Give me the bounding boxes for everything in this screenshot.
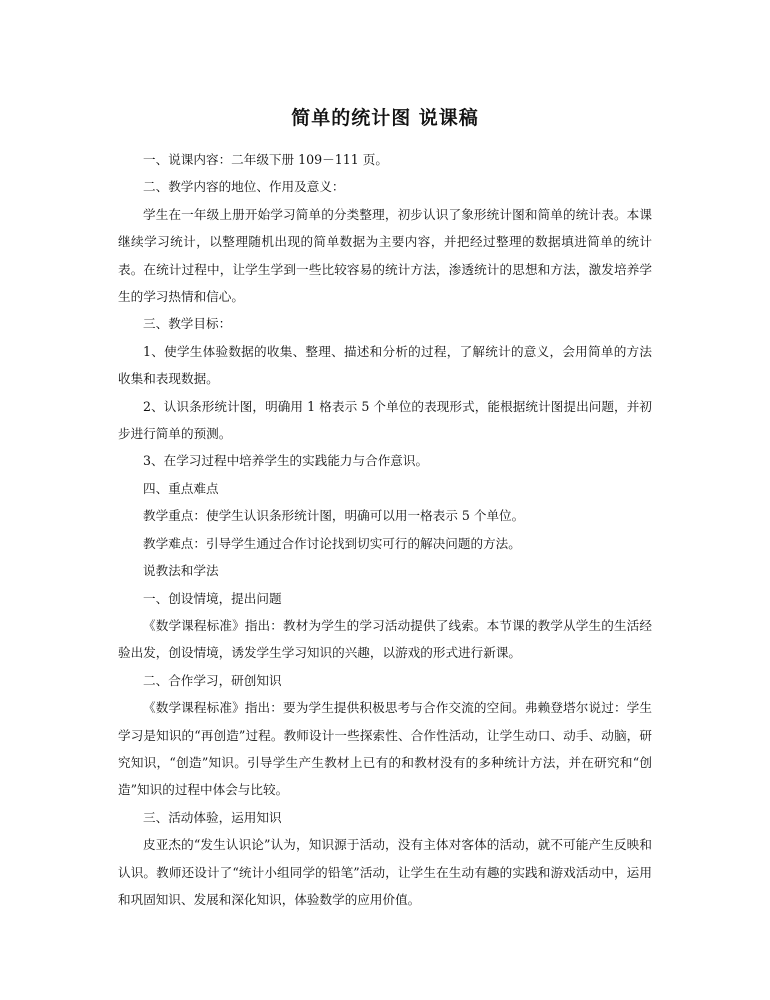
paragraph: 教学难点：引导学生通过合作讨论找到切实可行的解决问题的方法。 <box>143 535 521 551</box>
paragraph: 2、认识条形统计图，明确用 1 格表示 5 个单位的表现形式，能根据统计图提出问题，并初步进行简单的预测。 <box>118 398 652 442</box>
paragraph: 1、使学生体验数据的收集、整理、描述和分析的过程，了解统计的意义，会用简单的方法收集和表现数据。 <box>118 343 652 387</box>
paragraph: 皮亚杰的“发生认识论”认为，知识源于活动，没有主体对客体的活动，就不可能产生反映和认识。教师还设计了“统计小组同学的铅笔”活动，让学生在生动有趣的实践和游戏活动中，运用和巩固知识、发展和深化知识，体验数学的应用价值。 <box>118 837 652 907</box>
paragraph: 三、教学目标： <box>143 316 232 332</box>
paragraph: 学生在一年级上册开始学习简单的分类整理，初步认识了象形统计图和简单的统计表。本课继续学习统计，以整理随机出现的简单数据为主要内容，并把经过整理的数据填进简单的统计表。在统计过程中，让学生学到一些比较容易的统计方法，渗透统计的思想和方法，激发培养学生的学习热情和信心。 <box>118 206 652 305</box>
document-body <box>118 146 652 913</box>
document-title: 简单的统计图 说课稿 <box>291 107 479 129</box>
paragraph: 二、教学内容的地位、作用及意义： <box>143 179 345 195</box>
paragraph: 说教法和学法 <box>143 563 219 579</box>
paragraph: 一、说课内容：二年级下册 109－111 页。 <box>143 152 388 167</box>
paragraph: 二、合作学习，研创知识 <box>143 672 282 688</box>
paragraph: 一、创设情境，提出问题 <box>143 590 282 606</box>
paragraph: 3、在学习过程中培养学生的实践能力与合作意识。 <box>143 453 429 469</box>
paragraph: 教学重点：使学生认识条形统计图，明确可以用一格表示 5 个单位。 <box>143 508 525 524</box>
paragraph: 《数学课程标准》指出：教材为学生的学习活动提供了线索。本节课的教学从学生的生活经验出发，创设情境，诱发学生学习知识的兴趣，以游戏的形式进行新课。 <box>118 617 652 661</box>
paragraph: 《数学课程标准》指出：要为学生提供积极思考与合作交流的空间。弗赖登塔尔说过：学生学习是知识的“再创造”过程。教师设计一些探索性、合作性活动，让学生动口、动手、动脑，研究知识，“创造”知识。引导学生产生教材上已有的和教材没有的多种统计方法，并在研究和“创造”知识的过程中体会与比较。 <box>118 700 652 798</box>
paragraph: 三、活动体验，运用知识 <box>143 809 282 825</box>
paragraph: 四、重点难点 <box>143 480 219 496</box>
